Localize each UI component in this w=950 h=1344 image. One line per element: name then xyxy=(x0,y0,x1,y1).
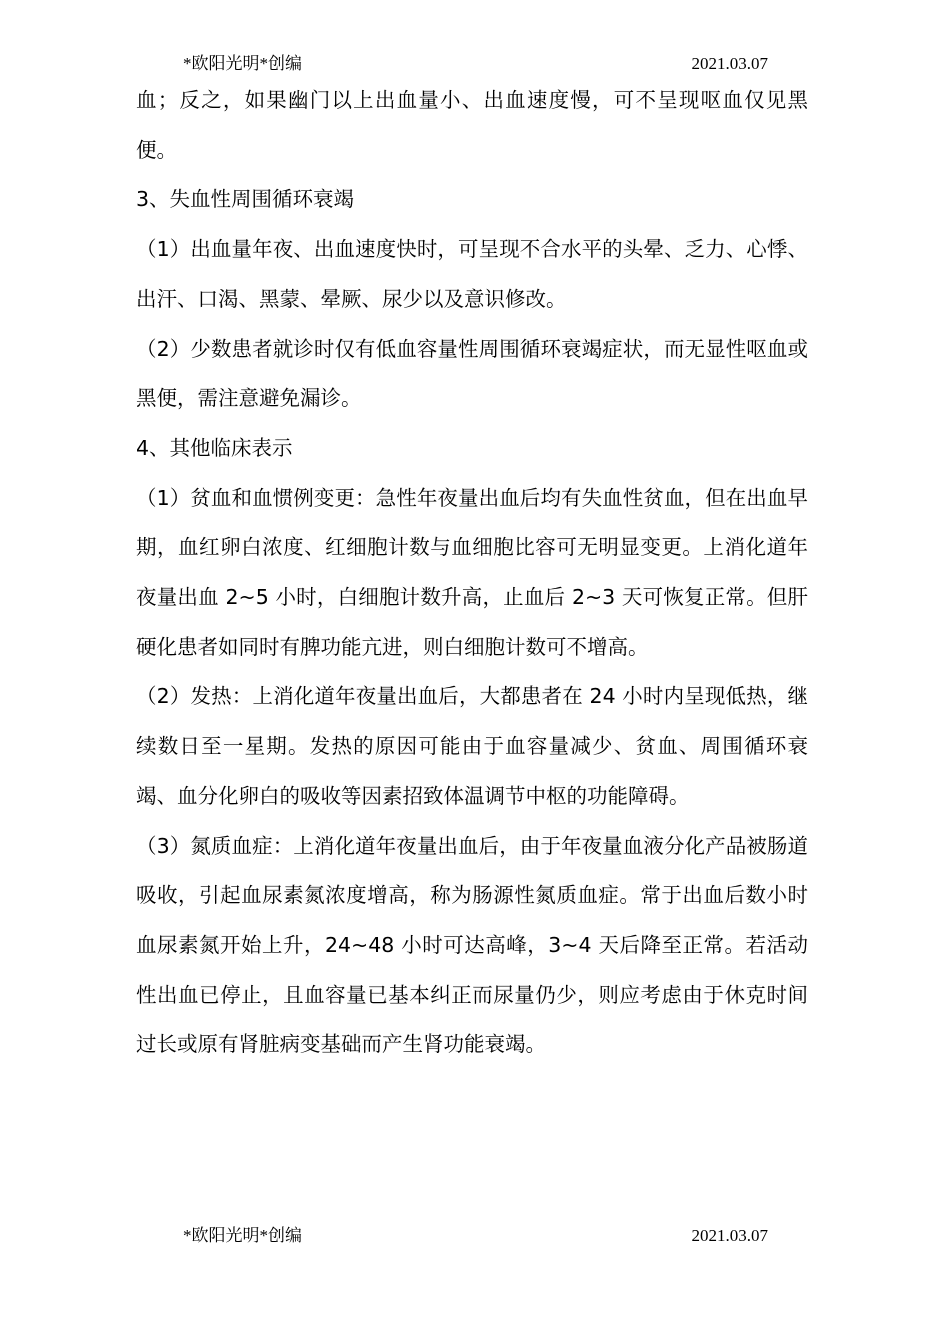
paragraph-3-1: （1）出血量年夜、出血速度快时，可呈现不合水平的头晕、乏力、心悸、出汗、口渴、黑蒙、晕厥、尿少以及意识修改。 xyxy=(136,237,808,311)
header-author: *欧阳光明*创编 xyxy=(183,54,302,73)
section-heading-4: 4、其他临床表示 xyxy=(136,435,293,460)
section-heading-3: 3、失血性周围循环衰竭 xyxy=(136,187,355,212)
paragraph-3-2: （2）少数患者就诊时仅有低血容量性周围循环衰竭症状，而无显性呕血或黑便，需注意避免漏诊。 xyxy=(136,336,808,411)
footer-author: *欧阳光明*创编 xyxy=(183,1226,302,1245)
document-body xyxy=(136,76,808,1070)
paragraph-4-3: （3）氮质血症：上消化道年夜量出血后，由于年夜量血液分化产品被肠道吸收，引起血尿素氮浓度增高，称为肠源性氮质血症。常于出血后数小时血尿素氮开始上升，24~48 小时可达高峰，3~4 天后降至正常。若活动性出血已停止，且血容量已基本纠正而尿量仍少，则应考虑由于休克时间过长或原有肾脏病变基础而产生肾功能衰竭。 xyxy=(136,833,808,1057)
page-header xyxy=(183,54,768,74)
paragraph-4-1: （1）贫血和血惯例变更：急性年夜量出血后均有失血性贫血，但在出血早期，血红卵白浓度、红细胞计数与血细胞比容可无明显变更。上消化道年夜量出血 2~5 小时，白细胞计数升高，止血后 2~3 天可恢复正常。但肝硬化患者如同时有脾功能亢进，则白细胞计数可不增高。 xyxy=(136,485,808,659)
paragraph-4-2: （2）发热：上消化道年夜量出血后，大都患者在 24 小时内呈现低热，继续数日至一星期。发热的原因可能由于血容量减少、贫血、周围循环衰竭、血分化卵白的吸收等因素招致体温调节中枢的功能障碍。 xyxy=(136,684,808,808)
header-date: 2021.03.07 xyxy=(691,54,768,73)
page-footer xyxy=(183,1226,768,1246)
footer-date: 2021.03.07 xyxy=(691,1226,768,1245)
paragraph-intro: 血；反之，如果幽门以上出血量小、出血速度慢，可不呈现呕血仅见黑便。 xyxy=(136,88,808,162)
